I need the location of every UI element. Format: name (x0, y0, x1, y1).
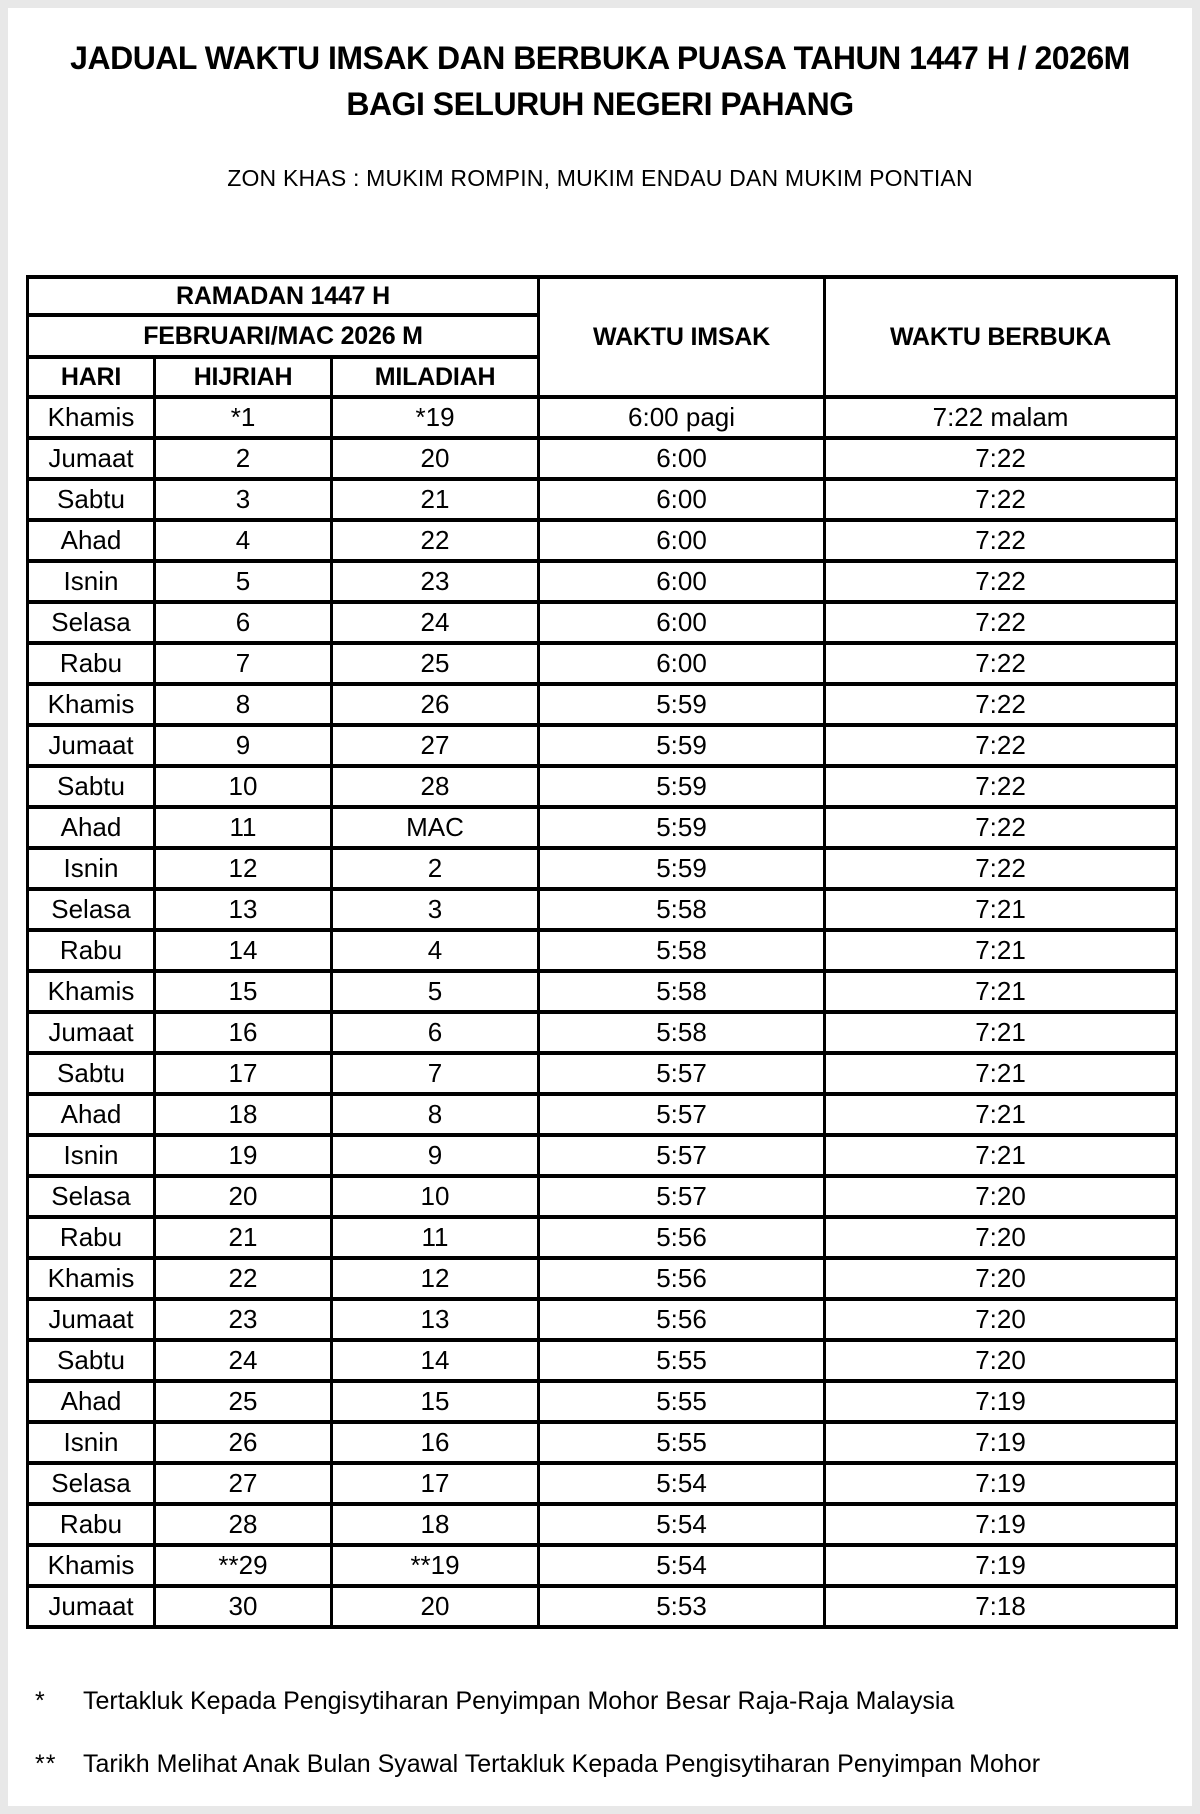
cell-berbuka: 7:22 (825, 766, 1177, 807)
cell-hari: Khamis (28, 1545, 155, 1586)
cell-hari: Rabu (28, 643, 155, 684)
cell-berbuka: 7:19 (825, 1463, 1177, 1504)
cell-imsak: 5:59 (539, 807, 825, 848)
table-row (28, 1422, 1177, 1463)
cell-imsak: 5:57 (539, 1094, 825, 1135)
cell-imsak: 5:59 (539, 848, 825, 889)
cell-miladiah: 22 (332, 520, 539, 561)
cell-hari: Khamis (28, 684, 155, 725)
cell-hari: Sabtu (28, 1053, 155, 1094)
cell-berbuka: 7:22 (825, 438, 1177, 479)
cell-hari: Khamis (28, 397, 155, 438)
cell-imsak: 5:58 (539, 930, 825, 971)
cell-hijriah: 12 (155, 848, 332, 889)
cell-berbuka: 7:19 (825, 1545, 1177, 1586)
cell-hijriah: 10 (155, 766, 332, 807)
cell-berbuka: 7:22 (825, 479, 1177, 520)
cell-hijriah: 27 (155, 1463, 332, 1504)
cell-miladiah: 11 (332, 1217, 539, 1258)
footnote-text: Tertakluk Kepada Pengisytiharan Penyimpan Mohor Besar Raja-Raja Malaysia (83, 1687, 955, 1715)
cell-hijriah: 28 (155, 1504, 332, 1545)
cell-miladiah: 26 (332, 684, 539, 725)
cell-hari: Ahad (28, 1381, 155, 1422)
cell-imsak: 5:53 (539, 1586, 825, 1627)
cell-imsak: 5:55 (539, 1340, 825, 1381)
cell-berbuka: 7:21 (825, 1012, 1177, 1053)
cell-hari: Selasa (28, 889, 155, 930)
cell-imsak: 6:00 (539, 479, 825, 520)
footnote-text: Tarikh Melihat Anak Bulan Syawal Tertakluk Kepada Pengisytiharan Penyimpan Mohor (83, 1750, 1041, 1778)
cell-miladiah: 6 (332, 1012, 539, 1053)
cell-miladiah: 21 (332, 479, 539, 520)
cell-berbuka: 7:21 (825, 1053, 1177, 1094)
cell-berbuka: 7:22 (825, 602, 1177, 643)
cell-imsak: 5:57 (539, 1135, 825, 1176)
cell-imsak: 5:56 (539, 1217, 825, 1258)
imsak-berbuka-table (26, 275, 1178, 1629)
cell-hijriah: 11 (155, 807, 332, 848)
cell-berbuka: 7:19 (825, 1504, 1177, 1545)
cell-miladiah: MAC (332, 807, 539, 848)
cell-berbuka: 7:22 (825, 725, 1177, 766)
table-row (28, 1053, 1177, 1094)
cell-berbuka: 7:22 (825, 520, 1177, 561)
cell-hari: Rabu (28, 1504, 155, 1545)
cell-hari: Sabtu (28, 1340, 155, 1381)
cell-miladiah: 13 (332, 1299, 539, 1340)
cell-hijriah: 8 (155, 684, 332, 725)
cell-imsak: 5:54 (539, 1463, 825, 1504)
cell-berbuka: 7:22 (825, 561, 1177, 602)
table-row (28, 561, 1177, 602)
cell-hari: Jumaat (28, 725, 155, 766)
cell-miladiah: 7 (332, 1053, 539, 1094)
table-row (28, 1299, 1177, 1340)
table-row (28, 1012, 1177, 1053)
cell-miladiah: 20 (332, 1586, 539, 1627)
cell-hari: Ahad (28, 1094, 155, 1135)
cell-berbuka: 7:21 (825, 1094, 1177, 1135)
cell-hijriah: 30 (155, 1586, 332, 1627)
cell-hari: Khamis (28, 1258, 155, 1299)
cell-berbuka: 7:20 (825, 1258, 1177, 1299)
cell-hijriah: 24 (155, 1340, 332, 1381)
page-title-line2: BAGI SELURUH NEGERI PAHANG (346, 86, 854, 122)
cell-imsak: 6:00 (539, 520, 825, 561)
cell-miladiah: 28 (332, 766, 539, 807)
table-row (28, 1463, 1177, 1504)
cell-imsak: 6:00 pagi (539, 397, 825, 438)
table-row (28, 684, 1177, 725)
cell-miladiah: 10 (332, 1176, 539, 1217)
footnote-marker: ** (35, 1750, 57, 1778)
cell-hari: Jumaat (28, 1012, 155, 1053)
table-row (28, 1135, 1177, 1176)
cell-hari: Jumaat (28, 1299, 155, 1340)
cell-hari: Sabtu (28, 479, 155, 520)
cell-hijriah: 2 (155, 438, 332, 479)
cell-hijriah: 3 (155, 479, 332, 520)
cell-miladiah: 16 (332, 1422, 539, 1463)
cell-miladiah: 4 (332, 930, 539, 971)
cell-hijriah: 7 (155, 643, 332, 684)
cell-hijriah: 21 (155, 1217, 332, 1258)
cell-berbuka: 7:18 (825, 1586, 1177, 1627)
header-waktu-imsak: WAKTU IMSAK (539, 277, 825, 397)
cell-berbuka: 7:20 (825, 1217, 1177, 1258)
cell-miladiah: 27 (332, 725, 539, 766)
cell-imsak: 5:59 (539, 684, 825, 725)
cell-imsak: 5:59 (539, 725, 825, 766)
footnote-double-asterisk (35, 1749, 1040, 1779)
cell-berbuka: 7:20 (825, 1340, 1177, 1381)
cell-hari: Rabu (28, 930, 155, 971)
cell-imsak: 5:54 (539, 1504, 825, 1545)
cell-miladiah: *19 (332, 397, 539, 438)
cell-hari: Isnin (28, 848, 155, 889)
cell-hijriah: 13 (155, 889, 332, 930)
cell-imsak: 5:57 (539, 1176, 825, 1217)
cell-berbuka: 7:20 (825, 1299, 1177, 1340)
cell-imsak: 5:56 (539, 1258, 825, 1299)
cell-hijriah: 19 (155, 1135, 332, 1176)
cell-imsak: 5:54 (539, 1545, 825, 1586)
table-row (28, 1545, 1177, 1586)
cell-hijriah: 22 (155, 1258, 332, 1299)
cell-hijriah: 18 (155, 1094, 332, 1135)
cell-hijriah: 16 (155, 1012, 332, 1053)
table-row (28, 1094, 1177, 1135)
table-row (28, 520, 1177, 561)
cell-berbuka: 7:20 (825, 1176, 1177, 1217)
cell-hijriah: 26 (155, 1422, 332, 1463)
table-row (28, 1217, 1177, 1258)
cell-berbuka: 7:22 (825, 643, 1177, 684)
table-row (28, 1258, 1177, 1299)
cell-hijriah: 14 (155, 930, 332, 971)
cell-hijriah: 25 (155, 1381, 332, 1422)
cell-miladiah: 25 (332, 643, 539, 684)
cell-miladiah: 12 (332, 1258, 539, 1299)
cell-hari: Jumaat (28, 1586, 155, 1627)
table-row (28, 889, 1177, 930)
table-row (28, 1381, 1177, 1422)
cell-berbuka: 7:19 (825, 1422, 1177, 1463)
cell-imsak: 5:56 (539, 1299, 825, 1340)
table-row (28, 1504, 1177, 1545)
cell-imsak: 5:58 (539, 1012, 825, 1053)
table-row (28, 725, 1177, 766)
cell-berbuka: 7:22 malam (825, 397, 1177, 438)
cell-hari: Isnin (28, 1422, 155, 1463)
cell-hari: Jumaat (28, 438, 155, 479)
cell-berbuka: 7:19 (825, 1381, 1177, 1422)
cell-miladiah: 9 (332, 1135, 539, 1176)
cell-hijriah: **29 (155, 1545, 332, 1586)
header-miladiah: MILADIAH (332, 357, 539, 397)
cell-miladiah: 2 (332, 848, 539, 889)
table-row (28, 766, 1177, 807)
table-row (28, 479, 1177, 520)
cell-hijriah: 6 (155, 602, 332, 643)
page-title-line1: JADUAL WAKTU IMSAK DAN BERBUKA PUASA TAHUN 1447 H / 2026M (70, 40, 1130, 76)
table-header (28, 277, 1177, 397)
cell-hari: Khamis (28, 971, 155, 1012)
cell-miladiah: 17 (332, 1463, 539, 1504)
table-row (28, 397, 1177, 438)
cell-hijriah: 4 (155, 520, 332, 561)
cell-hari: Rabu (28, 1217, 155, 1258)
cell-hari: Isnin (28, 1135, 155, 1176)
cell-miladiah: 15 (332, 1381, 539, 1422)
cell-miladiah: **19 (332, 1545, 539, 1586)
table-body (28, 397, 1177, 1627)
cell-hijriah: 5 (155, 561, 332, 602)
cell-hari: Ahad (28, 807, 155, 848)
cell-imsak: 6:00 (539, 561, 825, 602)
header-waktu-berbuka: WAKTU BERBUKA (825, 277, 1177, 397)
cell-hari: Ahad (28, 520, 155, 561)
cell-hijriah: *1 (155, 397, 332, 438)
cell-miladiah: 24 (332, 602, 539, 643)
cell-miladiah: 5 (332, 971, 539, 1012)
cell-imsak: 6:00 (539, 602, 825, 643)
cell-hijriah: 17 (155, 1053, 332, 1094)
table-row (28, 807, 1177, 848)
table-row (28, 602, 1177, 643)
cell-hari: Selasa (28, 1463, 155, 1504)
table-row (28, 930, 1177, 971)
header-gregorian: FEBRUARI/MAC 2026 M (28, 315, 539, 357)
table-row (28, 1176, 1177, 1217)
cell-hari: Selasa (28, 1176, 155, 1217)
cell-imsak: 5:55 (539, 1422, 825, 1463)
cell-miladiah: 8 (332, 1094, 539, 1135)
table-row (28, 848, 1177, 889)
table-row (28, 1340, 1177, 1381)
cell-berbuka: 7:21 (825, 1135, 1177, 1176)
cell-hari: Selasa (28, 602, 155, 643)
cell-berbuka: 7:21 (825, 930, 1177, 971)
footnote-marker: * (35, 1687, 46, 1715)
table-row (28, 971, 1177, 1012)
footnote-single-asterisk (35, 1686, 954, 1716)
cell-imsak: 5:58 (539, 889, 825, 930)
cell-hari: Isnin (28, 561, 155, 602)
cell-miladiah: 3 (332, 889, 539, 930)
cell-miladiah: 20 (332, 438, 539, 479)
cell-hijriah: 9 (155, 725, 332, 766)
cell-berbuka: 7:21 (825, 971, 1177, 1012)
table-row (28, 1586, 1177, 1627)
cell-miladiah: 18 (332, 1504, 539, 1545)
cell-imsak: 5:59 (539, 766, 825, 807)
header-ramadan: RAMADAN 1447 H (28, 277, 539, 315)
table-row (28, 438, 1177, 479)
cell-imsak: 6:00 (539, 438, 825, 479)
header-hari: HARI (28, 357, 155, 397)
cell-imsak: 6:00 (539, 643, 825, 684)
cell-berbuka: 7:22 (825, 807, 1177, 848)
header-hijriah: HIJRIAH (155, 357, 332, 397)
cell-berbuka: 7:22 (825, 848, 1177, 889)
cell-hijriah: 23 (155, 1299, 332, 1340)
cell-miladiah: 14 (332, 1340, 539, 1381)
cell-berbuka: 7:21 (825, 889, 1177, 930)
cell-imsak: 5:58 (539, 971, 825, 1012)
cell-imsak: 5:57 (539, 1053, 825, 1094)
cell-imsak: 5:55 (539, 1381, 825, 1422)
table-row (28, 643, 1177, 684)
zone-subtitle: ZON KHAS : MUKIM ROMPIN, MUKIM ENDAU DAN MUKIM PONTIAN (227, 165, 973, 191)
cell-hijriah: 20 (155, 1176, 332, 1217)
cell-hijriah: 15 (155, 971, 332, 1012)
cell-miladiah: 23 (332, 561, 539, 602)
cell-hari: Sabtu (28, 766, 155, 807)
cell-berbuka: 7:22 (825, 684, 1177, 725)
